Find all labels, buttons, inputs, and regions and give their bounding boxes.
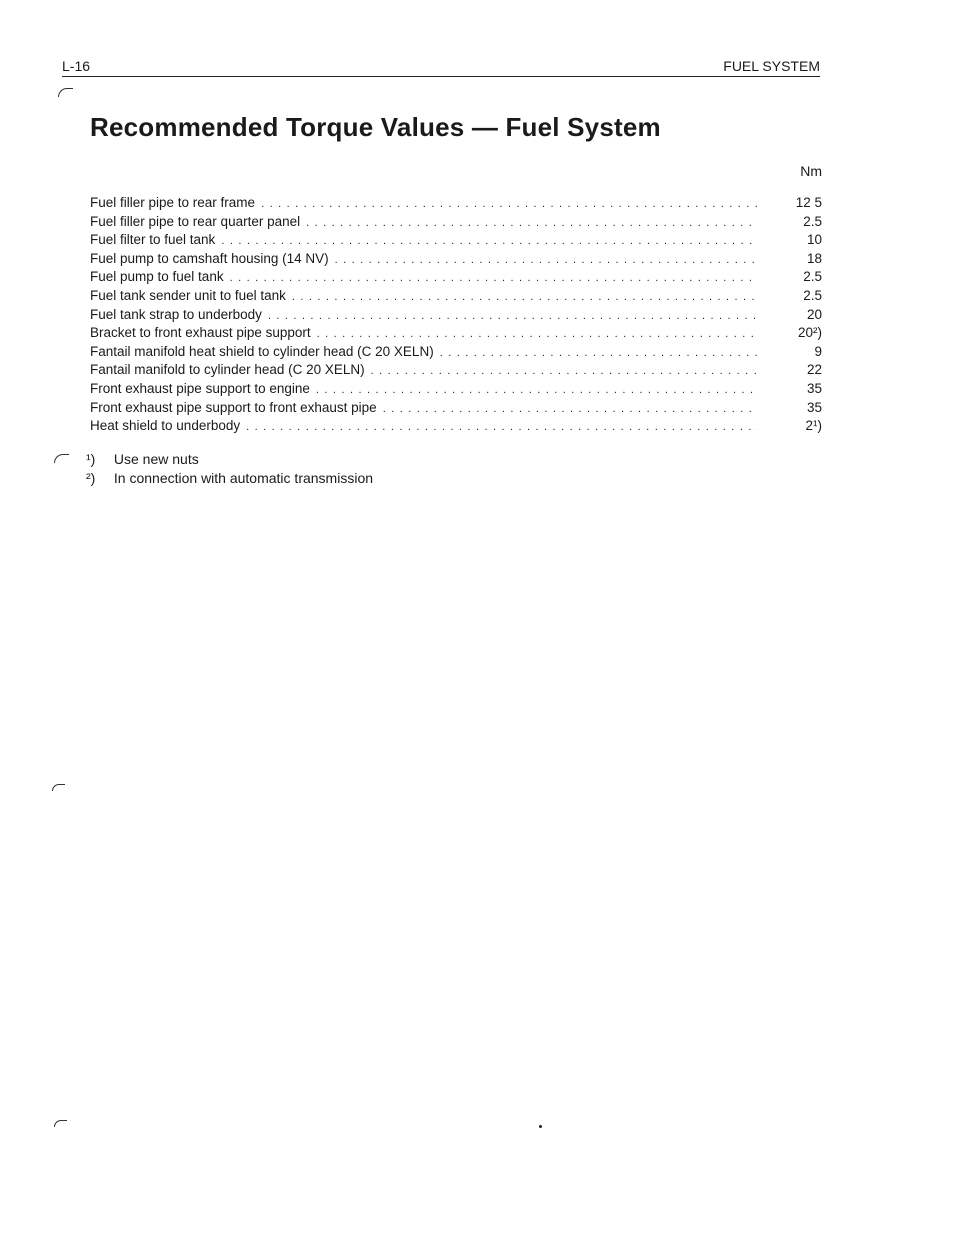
table-row <box>90 324 822 343</box>
table-row <box>90 417 822 436</box>
footnote-mark: ²) <box>86 470 96 486</box>
row-value: 35 <box>806 399 822 415</box>
page-title: Recommended Torque Values — Fuel System <box>90 112 661 142</box>
margin-mark <box>58 88 73 97</box>
table-row <box>90 361 822 380</box>
table-row <box>90 399 822 418</box>
margin-mark <box>54 454 69 463</box>
footnote-mark: ¹) <box>86 451 96 467</box>
row-label: Fuel filter to fuel tank <box>90 232 216 248</box>
row-label: Front exhaust pipe support to engine <box>90 380 310 396</box>
row-value: 10 <box>806 232 822 248</box>
page-number: L-16 <box>62 58 91 74</box>
leader-dots <box>335 251 758 270</box>
table-row <box>90 213 822 232</box>
footnote-text: Use new nuts <box>113 451 199 467</box>
row-label: Front exhaust pipe support to front exhaust pipe <box>90 399 377 415</box>
row-label: Heat shield to underbody <box>90 418 241 434</box>
table-row <box>90 287 822 306</box>
table-row <box>90 343 822 362</box>
row-label: Fuel filler pipe to rear frame <box>90 195 256 210</box>
row-value: 20 <box>806 306 822 322</box>
row-value: 12 5 <box>795 195 822 210</box>
row-label: Fuel pump to camshaft housing (14 NV) <box>90 250 329 266</box>
leader-dots <box>316 381 758 400</box>
leader-dots <box>383 400 758 419</box>
row-value: 2.5 <box>803 213 822 229</box>
leader-dots <box>230 269 758 288</box>
table-row <box>90 194 822 213</box>
table-row <box>90 268 822 287</box>
row-value: 2¹) <box>805 418 822 434</box>
row-label: Fuel tank strap to underbody <box>90 306 262 322</box>
row-label: Fuel pump to fuel tank <box>90 269 224 285</box>
leader-dots <box>317 325 758 344</box>
torque-table <box>90 194 822 436</box>
row-label: Fuel tank sender unit to fuel tank <box>90 287 286 303</box>
leader-dots <box>371 362 758 381</box>
margin-mark <box>52 784 65 791</box>
row-value: 2.5 <box>803 269 822 285</box>
leader-dots <box>221 232 758 251</box>
footnote <box>76 450 373 469</box>
row-label: Fantail manifold to cylinder head (C 20 XELN) <box>90 362 365 378</box>
row-value: 18 <box>806 250 822 266</box>
table-row <box>90 306 822 325</box>
margin-mark <box>54 1120 67 1127</box>
row-label: Fantail manifold heat shield to cylinder head (C 20 XELN) <box>90 343 434 359</box>
table-row <box>90 250 822 269</box>
table-row <box>90 231 822 250</box>
leader-dots <box>261 195 758 214</box>
table-row <box>90 380 822 399</box>
row-value: 20²) <box>797 325 822 341</box>
footnote <box>76 469 373 488</box>
footnote-text: In connection with automatic transmission <box>113 470 374 486</box>
footnotes <box>76 450 373 488</box>
leader-dots <box>306 214 758 233</box>
leader-dots <box>268 307 758 326</box>
page-header <box>62 54 820 77</box>
row-value: 2.5 <box>803 287 822 303</box>
leader-dots <box>440 344 758 363</box>
row-label: Bracket to front exhaust pipe support <box>90 325 311 341</box>
row-value: 35 <box>806 380 822 396</box>
leader-dots <box>246 418 758 437</box>
unit-label: Nm <box>800 163 822 179</box>
row-label: Fuel filler pipe to rear quarter panel <box>90 213 301 229</box>
speck <box>539 1125 542 1128</box>
row-value: 22 <box>806 362 822 378</box>
row-value: 9 <box>814 343 822 359</box>
section-title: FUEL SYSTEM <box>723 58 820 74</box>
leader-dots <box>292 288 758 307</box>
